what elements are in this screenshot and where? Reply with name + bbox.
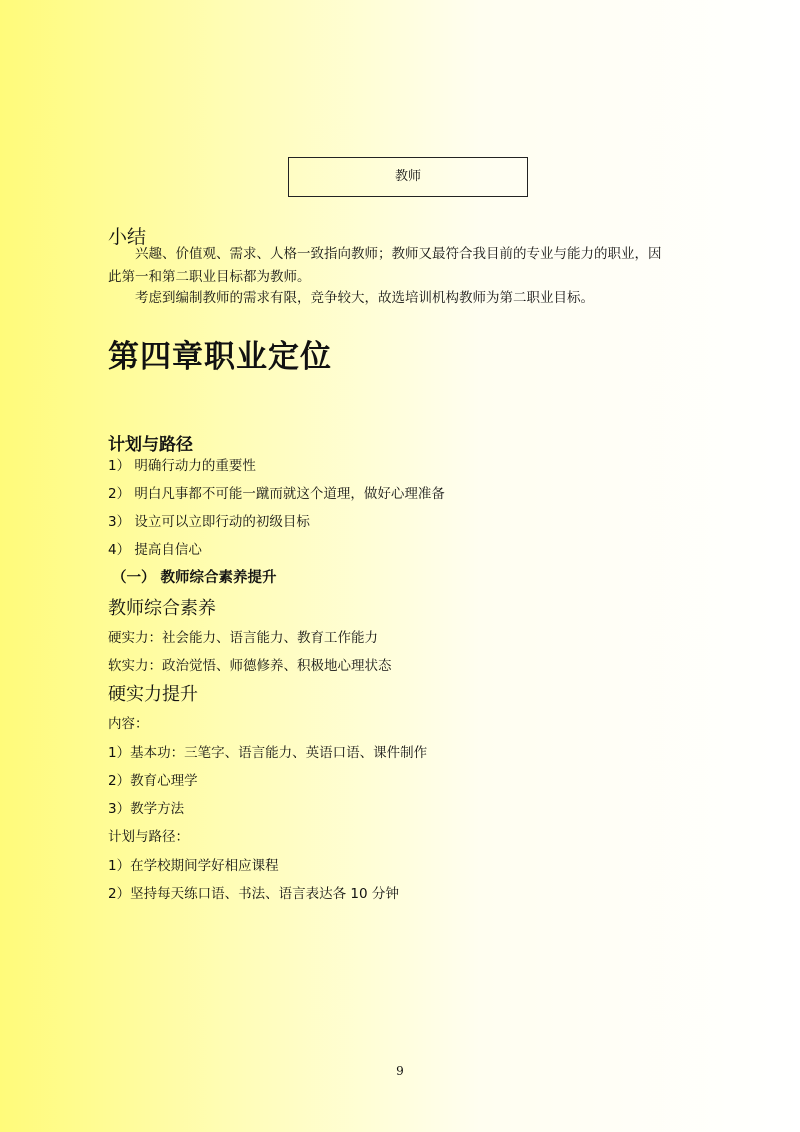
summary-p1-line2: 此第一和第二职业目标都为教师。 (108, 269, 311, 285)
section-1-subheading: 教师综合素养 (108, 598, 216, 619)
summary-paragraph-2: 考虑到编制教师的需求有限，竞争较大，故选培训机构教师为第二职业目标。 (135, 290, 594, 306)
career-target-box (288, 157, 528, 197)
content-label: 内容： (108, 716, 149, 732)
chapter-title: 第四章职业定位 (108, 339, 332, 375)
plan-path-item: 2）坚持每天练口语、书法、语言表达各 10 分钟 (108, 886, 399, 902)
summary-paragraph-1 (108, 243, 698, 289)
plan-item: 3） 设立可以立即行动的初级目标 (108, 514, 310, 530)
content-item: 3）教学方法 (108, 801, 185, 817)
plan-heading: 计划与路径 (108, 435, 193, 455)
summary-heading: 小结 (108, 226, 147, 248)
page-number: 9 (396, 1064, 404, 1078)
soft-skill-line: 软实力：政治觉悟、师德修养、积极地心理状态 (108, 658, 392, 674)
plan-item: 2） 明白凡事都不可能一蹴而就这个道理，做好心理准备 (108, 486, 445, 502)
hard-skill-line: 硬实力：社会能力、语言能力、教育工作能力 (108, 630, 378, 646)
plan-item: 1） 明确行动力的重要性 (108, 458, 256, 474)
summary-p1-line1: 兴趣、价值观、需求、人格一致指向教师；教师又最符合我目前的专业与能力的职业，因 (135, 246, 662, 262)
content-item: 1）基本功：三笔字、语言能力、英语口语、课件制作 (108, 745, 428, 761)
content-item: 2）教育心理学 (108, 773, 198, 789)
section-1-title: （一） 教师综合素养提升 (112, 570, 277, 586)
hard-skill-improvement-heading: 硬实力提升 (108, 684, 198, 705)
plan-item: 4） 提高自信心 (108, 542, 202, 558)
plan-path-label: 计划与路径： (108, 829, 189, 845)
career-target-text: 教师 (394, 169, 421, 184)
plan-path-item: 1）在学校期间学好相应课程 (108, 858, 279, 874)
